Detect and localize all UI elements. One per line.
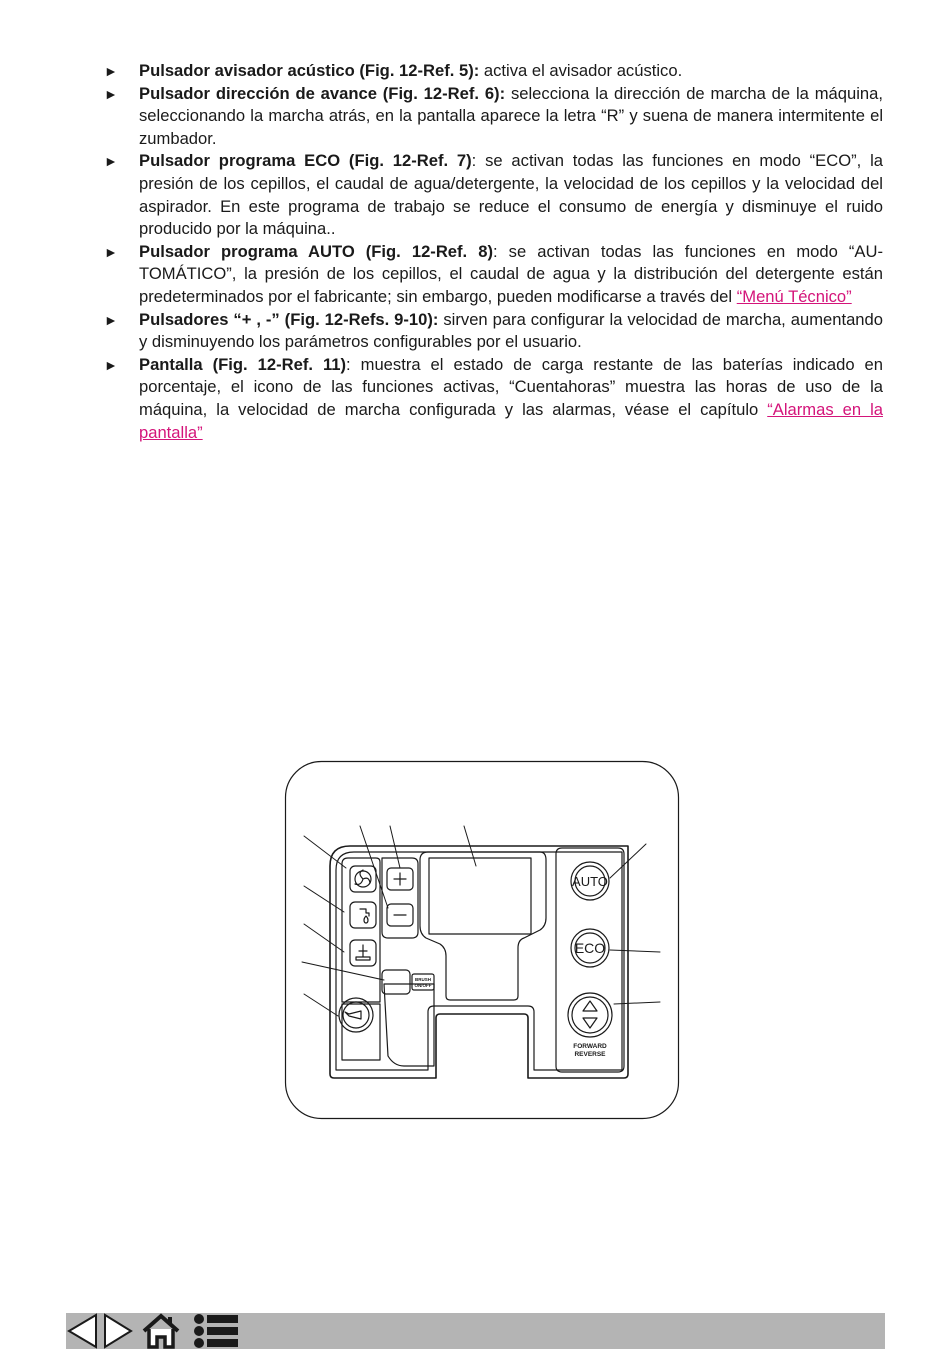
prev-page-button[interactable] — [66, 1313, 100, 1349]
function-list — [104, 60, 883, 444]
bullet-arrow-icon: ► — [104, 243, 118, 260]
eco-label: ECO — [574, 940, 606, 956]
item-text: selecciona la dirección de marcha de la máquina, seleccionando la marcha atrás, en la pantalla aparece la letra “R” y suena de manera intermitente el zumbador. — [139, 83, 883, 148]
onoff-label: ON/OFF — [414, 983, 432, 988]
forward-label: FORWARD — [573, 1043, 607, 1050]
direction-button — [568, 993, 612, 1037]
list-item — [104, 60, 883, 83]
item-text: sirven para configurar la velocidad de marcha, aumentando y disminuyendo los parámetros configurables por el usuario. — [139, 309, 883, 352]
item-text: activa el avisador acústico. — [479, 61, 683, 80]
alarmas-link[interactable]: “Alarmas en la pantalla” — [139, 399, 883, 442]
home-button[interactable] — [140, 1313, 182, 1349]
index-list-icon — [190, 1313, 240, 1349]
bullet-arrow-icon: ► — [104, 85, 118, 102]
list-item — [104, 309, 883, 354]
bullet-arrow-icon: ► — [104, 311, 118, 328]
list-item — [104, 354, 883, 444]
bullet-arrow-icon: ► — [104, 153, 118, 170]
item-heading: Pulsador avisador acústico (Fig. 12-Ref. 5): — [139, 61, 480, 80]
item-text: : se activan todas las funciones en modo “AU-TOMÁTICO”, la presión de los cepillos, el caudal de agua y la distribución del detergente están predeterminados por el fabricante; sin embargo, pueden modificarse a través del — [139, 241, 883, 306]
display-screen — [429, 858, 531, 934]
index-button[interactable] — [190, 1313, 240, 1349]
prev-page-icon — [66, 1313, 100, 1349]
list-item — [104, 150, 883, 240]
item-text: : se activan todas las funciones en modo “ECO”, la presión de los cepillos, el caudal de agua/detergente, la velocidad de los cepillos y la velocidad del aspirador. En este programa de trabajo se reduce el consumo de energía y disminuye el ruido producido por la máquina.. — [139, 151, 883, 239]
next-page-button[interactable] — [102, 1313, 134, 1349]
auto-label: AUTO — [572, 874, 608, 889]
leader-lines — [302, 826, 660, 1016]
water-button — [350, 902, 376, 928]
home-icon — [140, 1313, 182, 1349]
list-item — [104, 83, 883, 151]
item-heading: Pulsador dirección de avance (Fig. 12-Ref. 6): — [139, 83, 506, 103]
item-heading: Pulsador programa ECO (Fig. 12-Ref. 7) — [139, 151, 472, 171]
next-page-icon — [102, 1313, 134, 1349]
horn-button — [339, 998, 373, 1032]
figure-frame — [286, 762, 679, 1119]
lower-mid-panel — [384, 984, 434, 1066]
item-text: : muestra el estado de carga restante de las baterías indicado en porcentaje, el icono de las funciones activas, “Cuentahoras” muestra las horas de uso de la máquina, la velocidad de marcha configurada y las alarmas, véase el capítulo — [139, 354, 884, 419]
left-column — [342, 858, 380, 1002]
bottom-nav-bar — [66, 1313, 885, 1349]
list-item — [104, 241, 883, 309]
display-housing — [420, 852, 546, 1000]
menu-tecnico-link[interactable]: “Menú Técnico” — [736, 286, 852, 306]
bullet-arrow-icon: ► — [104, 63, 118, 79]
reverse-label: REVERSE — [574, 1051, 606, 1058]
item-heading: Pantalla (Fig. 12-Ref. 11) — [139, 354, 347, 374]
brush-label: BRUSH — [414, 977, 432, 982]
brush-onoff-button — [382, 970, 410, 994]
bullet-arrow-icon: ► — [104, 356, 118, 373]
item-heading: Pulsador programa AUTO (Fig. 12-Ref. 8) — [139, 241, 493, 261]
item-heading: Pulsadores “+ , -” (Fig. 12-Refs. 9-10): — [139, 309, 439, 329]
control-panel-figure — [284, 760, 680, 1120]
